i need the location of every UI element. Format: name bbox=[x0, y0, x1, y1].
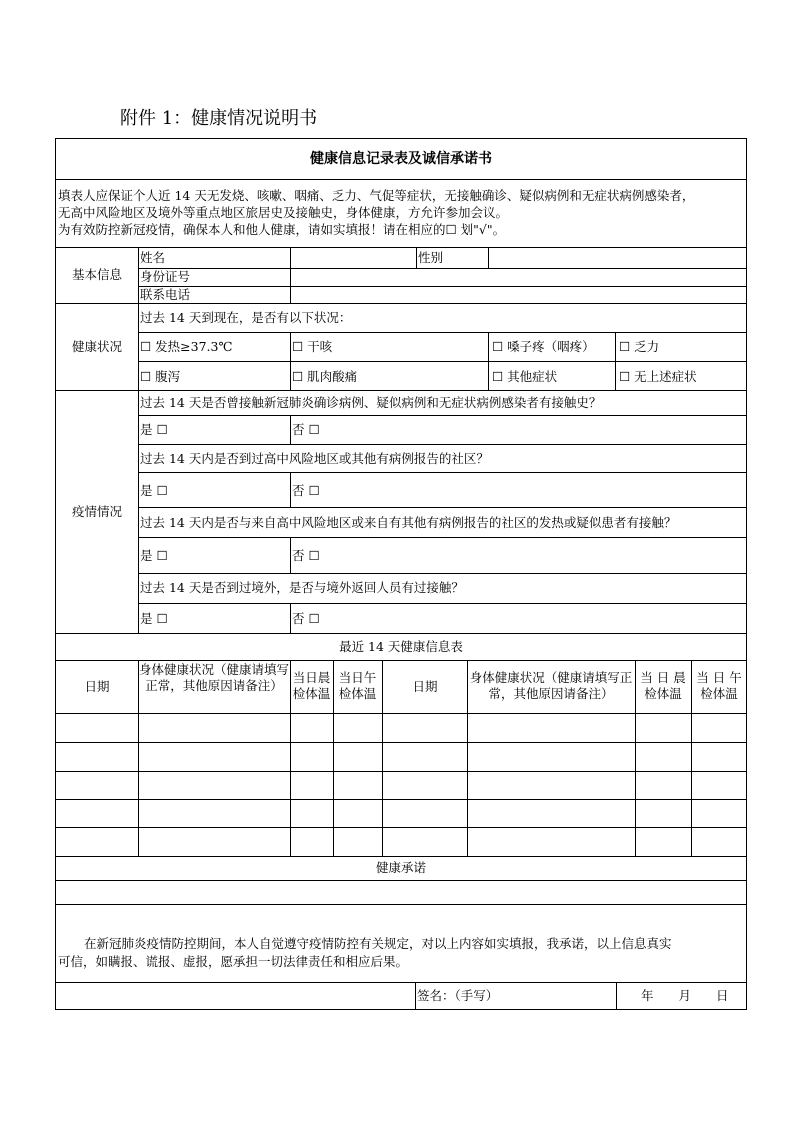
epidemic-question-2: 过去 14 天内是否到过高中风险地区或其他有病例报告的社区？ bbox=[140, 451, 489, 466]
log-col-noon-left: 当日午检体温 bbox=[338, 670, 377, 701]
gender-label: 性别 bbox=[418, 250, 444, 265]
intro-line-1: 填表人应保证个人近 14 天无发烧、咳嗽、咽痛、乏力、气促等症状，无接触确诊、疑似病例和无症状病例感染者， bbox=[58, 188, 695, 203]
q1-yes-checkbox[interactable]: 是 ☐ bbox=[140, 422, 168, 437]
log-col-morning-right: 当 日 晨检体温 bbox=[640, 670, 686, 701]
attachment-title: 附件 1：健康情况说明书 bbox=[120, 108, 318, 129]
q1-no-checkbox[interactable]: 否 ☐ bbox=[292, 422, 320, 437]
log-col-date-right: 日期 bbox=[412, 679, 438, 694]
option-diarrhea[interactable]: ☐ 腹泻 bbox=[140, 369, 181, 384]
pledge-line-1: 在新冠肺炎疫情防控期间，本人自觉遵守疫情防控有关规定，对以上内容如实填报，我承诺，以上信息真实 bbox=[84, 936, 672, 951]
intro-line-3: 为有效防控新冠疫情，确保本人和他人健康，请如实填报！请在相应的☐ 划"√"。 bbox=[58, 222, 506, 237]
basic-info-section: 基本信息 bbox=[71, 267, 122, 282]
phone-label: 联系电话 bbox=[140, 287, 191, 302]
pledge-title: 健康承诺 bbox=[375, 860, 426, 875]
epidemic-question-4: 过去 14 天是否到过境外，是否与境外返回人员有过接触？ bbox=[140, 580, 464, 595]
health-question: 过去 14 天到现在，是否有以下状况： bbox=[140, 310, 352, 325]
q3-yes-checkbox[interactable]: 是 ☐ bbox=[140, 548, 168, 563]
option-muscle-ache[interactable]: ☐ 肌肉酸痛 bbox=[292, 369, 358, 384]
q2-yes-checkbox[interactable]: 是 ☐ bbox=[140, 483, 168, 498]
epidemic-section: 疫情情况 bbox=[71, 504, 122, 519]
date-label: 年 月 日 bbox=[641, 988, 729, 1003]
option-sore-throat[interactable]: ☐ 嗓子疼（咽疼） bbox=[492, 339, 595, 354]
log-col-morning-left: 当日晨检体温 bbox=[292, 670, 331, 701]
q3-no-checkbox[interactable]: 否 ☐ bbox=[292, 548, 320, 563]
option-other-symptoms[interactable]: ☐ 其他症状 bbox=[492, 369, 558, 384]
option-fatigue[interactable]: ☐ 乏力 bbox=[619, 339, 660, 354]
q4-no-checkbox[interactable]: 否 ☐ bbox=[292, 611, 320, 626]
form-title: 健康信息记录表及诚信承诺书 bbox=[310, 151, 492, 167]
health-form bbox=[55, 138, 747, 1010]
log-col-status-right: 身体健康状况（健康请填写正常，其他原因请备注） bbox=[469, 670, 633, 701]
epidemic-question-1: 过去 14 天是否曾接触新冠肺炎确诊病例、疑似病例和无症状病例感染者有接触史？ bbox=[140, 395, 602, 410]
health-log-title: 最近 14 天健康信息表 bbox=[339, 639, 463, 654]
name-label: 姓名 bbox=[140, 250, 166, 265]
id-number-label: 身份证号 bbox=[140, 269, 191, 284]
log-col-noon-right: 当 日 午检体温 bbox=[696, 670, 742, 701]
pledge-line-2: 可信，如瞒报、谎报、虚报，愿承担一切法律责任和相应后果。 bbox=[58, 954, 409, 969]
option-dry-cough[interactable]: ☐ 干咳 bbox=[292, 339, 333, 354]
option-no-symptoms[interactable]: ☐ 无上述症状 bbox=[619, 369, 697, 384]
option-fever[interactable]: ☐ 发热≥37.3℃ bbox=[140, 339, 233, 354]
log-col-status-left: 身体健康状况（健康请填写正常，其他原因请备注） bbox=[139, 662, 290, 693]
intro-line-2: 无高中风险地区及境外等重点地区旅居史及接触史，身体健康，方允许参加会议。 bbox=[58, 205, 509, 220]
q2-no-checkbox[interactable]: 否 ☐ bbox=[292, 483, 320, 498]
q4-yes-checkbox[interactable]: 是 ☐ bbox=[140, 611, 168, 626]
signature-label: 签名：（手写） bbox=[417, 988, 499, 1003]
log-col-date-left: 日期 bbox=[84, 679, 110, 694]
epidemic-question-3: 过去 14 天内是否与来自高中风险地区或来自有其他有病例报告的社区的发热或疑似患者有接触？ bbox=[140, 515, 677, 530]
health-status-section: 健康状况 bbox=[71, 339, 122, 354]
